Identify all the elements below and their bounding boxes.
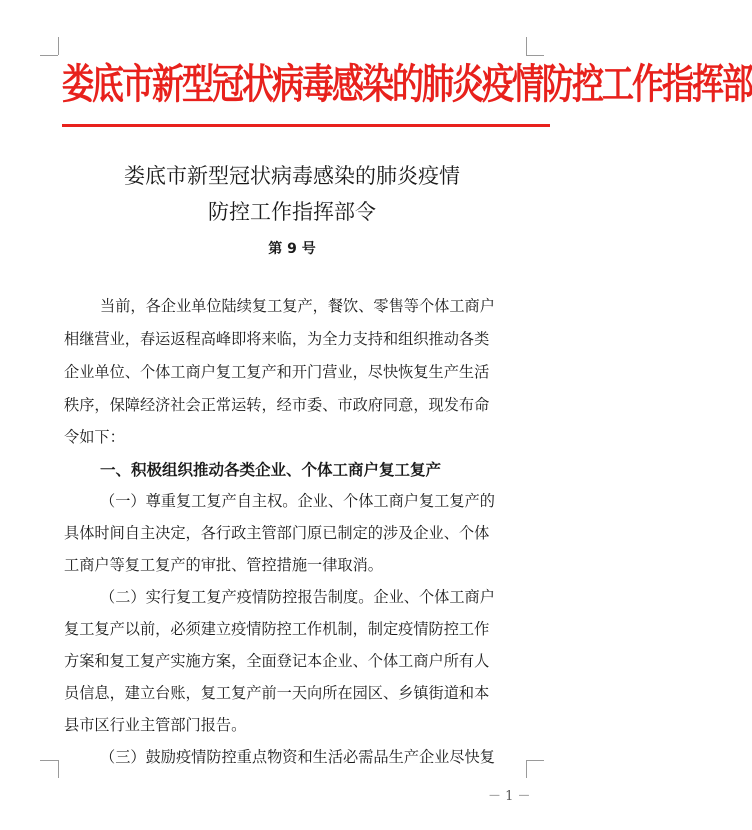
body-line: 具体时间自主决定，各行政主管部门原已制定的涉及企业、个体 bbox=[64, 524, 490, 542]
red-header-title: 娄底市新型冠状病毒感染的肺炎疫情防控工作指挥部 bbox=[62, 59, 752, 109]
crop-mark-top-left-h bbox=[40, 55, 58, 56]
body-line: 方案和复工复产实施方案，全面登记本企业、个体工商户所有人 bbox=[64, 652, 490, 670]
body-line: （一）尊重复工复产自主权。企业、个体工商户复工复产的 bbox=[100, 492, 495, 510]
red-header-rule bbox=[62, 124, 550, 127]
document-title-line-2: 防控工作指挥部令 bbox=[208, 200, 376, 224]
body-line: 员信息，建立台账，复工复产前一天向所在园区、乡镇街道和本 bbox=[64, 684, 490, 702]
page-number: － 1 － bbox=[488, 789, 531, 804]
body-line: 秩序，保障经济社会正常运转，经市委、市政府同意，现发布命 bbox=[64, 396, 490, 414]
body-line: 企业单位、个体工商户复工复产和开门营业，尽快恢复生产生活 bbox=[64, 363, 490, 381]
crop-mark-top-left-v bbox=[58, 37, 59, 55]
document-title-line-1: 娄底市新型冠状病毒感染的肺炎疫情 bbox=[124, 164, 460, 188]
crop-mark-bottom-left-h bbox=[40, 760, 58, 761]
body-line: 复工复产以前，必须建立疫情防控工作机制，制定疫情防控工作 bbox=[64, 620, 490, 638]
body-line: 工商户等复工复产的审批、管控措施一律取消。 bbox=[64, 556, 383, 574]
body-line: 当前，各企业单位陆续复工复产，餐饮、零售等个体工商户 bbox=[100, 297, 495, 315]
body-line: （三）鼓励疫情防控重点物资和生活必需品生产企业尽快复 bbox=[100, 748, 495, 766]
crop-mark-bottom-right-v bbox=[526, 760, 527, 778]
body-line: （二）实行复工复产疫情防控报告制度。企业、个体工商户 bbox=[100, 588, 495, 606]
body-line: 令如下： bbox=[64, 428, 125, 446]
body-line: 县市区行业主管部门报告。 bbox=[64, 716, 247, 734]
crop-mark-bottom-right-h bbox=[526, 760, 544, 761]
document-number: 第 9 号 bbox=[268, 241, 316, 257]
body-line: 相继营业，春运返程高峰即将来临，为全力支持和组织推动各类 bbox=[64, 330, 490, 348]
crop-mark-bottom-left-v bbox=[58, 760, 59, 778]
section-heading: 一、积极组织推动各类企业、个体工商户复工复产 bbox=[100, 461, 442, 479]
